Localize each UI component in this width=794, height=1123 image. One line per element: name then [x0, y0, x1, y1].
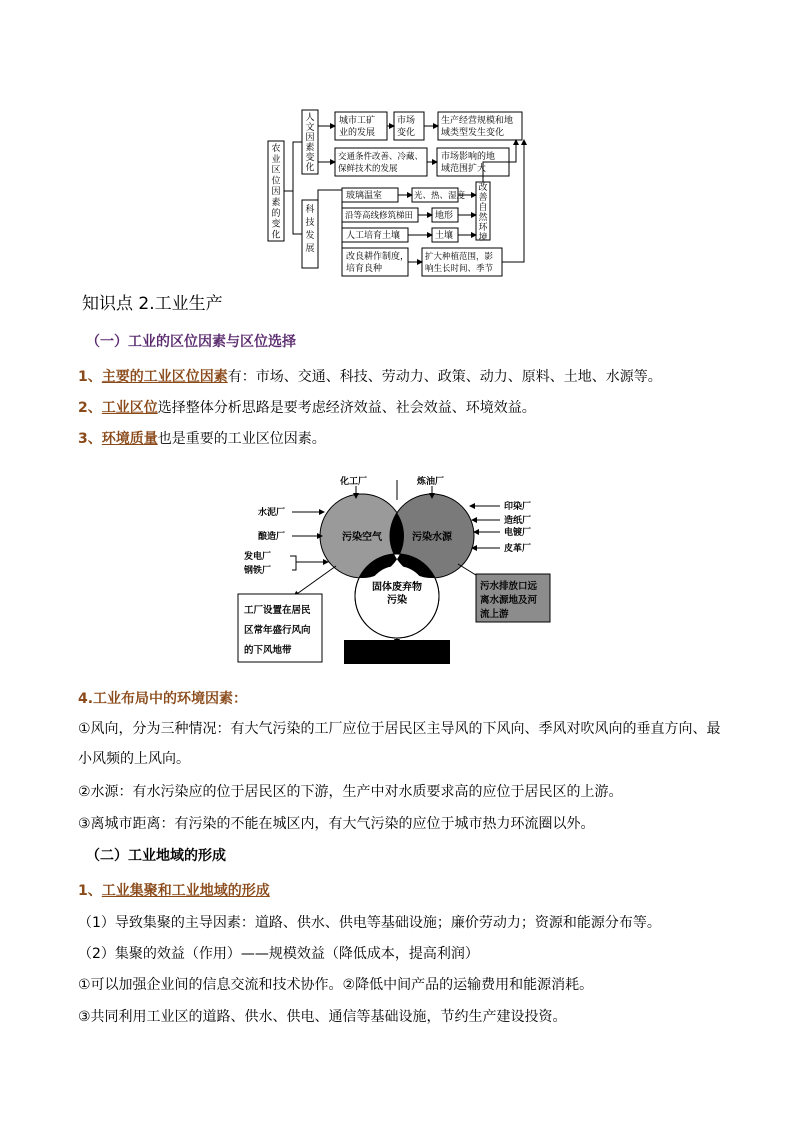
black-block [344, 640, 450, 664]
env-line-3: ②水源：有水污染应的位于居民区的下游，生产中对水质要求高的应位于居民区的上游。 [78, 784, 623, 800]
expand-label-2: 响生长时间、季节 [425, 264, 494, 274]
market-range-label-2: 域范围扩大 [441, 164, 487, 174]
paragraph-1: 1、主要的工业区位因素有：市场、交通、科技、劳动力、政策、动力、原料、土地、水源等。 [78, 369, 662, 385]
soil-label: 土壤 [435, 231, 454, 241]
print-label: 印染厂 [504, 502, 532, 512]
leather-label: 皮革厂 [504, 544, 532, 554]
city-label: 城市工矿 [339, 116, 376, 126]
city-label-2: 业的发展 [339, 128, 376, 138]
terrain-label: 地形 [435, 211, 454, 221]
refinery-label: 炼油厂 [417, 477, 445, 487]
right-note-1: 污水排放口远 [480, 581, 538, 592]
contour-label: 沿等高线修筑梯田 [345, 211, 414, 221]
agg-line-3: ①可以加强企业间的信息交流和技术协作。②降低中间产品的运输费用和能源消耗。 [78, 977, 594, 993]
improve-label-2: 培育良种 [346, 264, 383, 274]
air-label: 污染空气 [342, 532, 382, 543]
expand-label: 扩大种植范围，影 [425, 252, 494, 262]
env-factor-title: 4.工业布局中的环境因素： [78, 691, 248, 707]
agg-heading: 1、工业集聚和工业地域的形成 [78, 883, 270, 899]
scale-label-2: 域类型发生变化 [441, 128, 505, 138]
left-note-1: 工厂设置在居民 [244, 605, 311, 616]
solid-label-2: 污染 [387, 595, 407, 606]
right-note-3: 流上游 [480, 609, 509, 620]
left-note-3: 的下风地带 [244, 645, 292, 656]
power-label: 发电厂 [244, 552, 272, 562]
scale-label: 生产经营规模和地 [441, 116, 514, 126]
env-line-4: ③离城市距离：有污染的不能在城区内，有大气污染的应位于城市热力环流圈以外。 [78, 816, 595, 832]
env-line-2: 小风频的上风向。 [78, 751, 190, 767]
brewery-label: 酿造厂 [258, 532, 286, 542]
agg-line-4: ③共同利用工业区的道路、供水、供电、通信等基础设施，节约生产建设投资。 [78, 1009, 567, 1025]
paper-label: 造纸厂 [504, 516, 532, 526]
section-title: 知识点 2.工业生产 [82, 294, 223, 314]
chem-label: 化工厂 [340, 477, 368, 487]
market-label: 市场 [397, 116, 416, 126]
agg-line-1: （1）导致集聚的主导因素：道路、供水、供电等基础设施；廉价劳动力；资源和能源分布等。 [78, 915, 661, 931]
transport-label: 交通条件改善、冷藏、 [338, 152, 424, 162]
keji-label: 科技发展 [305, 205, 315, 254]
left-note-2: 区常年盛行风向 [244, 625, 311, 636]
subsection-title-2: （二）工业地域的形成 [86, 848, 226, 864]
nature-label: 改善自然环境 [478, 183, 488, 243]
env-line-1: ①风向，分为三种情况：有大气污染的工厂应位于居民区主导风的下风向、季风对吹风向的垂直方向、最 [78, 721, 721, 737]
agri-location-diagram [262, 104, 534, 278]
solid-label: 固体废弃物 [372, 582, 422, 593]
cement-label: 水泥厂 [258, 508, 286, 518]
pollution-diagram [232, 470, 572, 666]
soil-art-label: 人工培育土壤 [346, 231, 401, 241]
plating-label: 电镀厂 [504, 528, 532, 538]
market-label-2: 变化 [397, 128, 416, 138]
transport-label-2: 保鲜技术的发展 [338, 164, 398, 174]
agg-line-2: （2）集聚的效益（作用）——规模效益（降低成本，提高利润） [78, 946, 479, 962]
light-label: 光、热、湿度 [414, 191, 466, 201]
improve-label: 改良耕作制度， [346, 252, 410, 262]
paragraph-2: 2、工业区位选择整体分析思路是要考虑经济效益、社会效益、环境效益。 [78, 400, 536, 416]
steel-label: 钢铁厂 [244, 566, 272, 576]
water-label: 污染水源 [412, 532, 452, 543]
right-note-2: 离水源地及河 [480, 595, 538, 606]
market-range-label: 市场影响的地 [441, 152, 496, 162]
root-label: 农业区位因素的变化 [271, 144, 281, 241]
paragraph-3: 3、环境质量也是重要的工业区位因素。 [78, 431, 326, 447]
subsection-title-1: （一）工业的区位因素与区位选择 [86, 334, 296, 350]
renwen-label: 人文因素变化 [305, 113, 315, 173]
glass-label: 玻璃温室 [346, 191, 383, 201]
